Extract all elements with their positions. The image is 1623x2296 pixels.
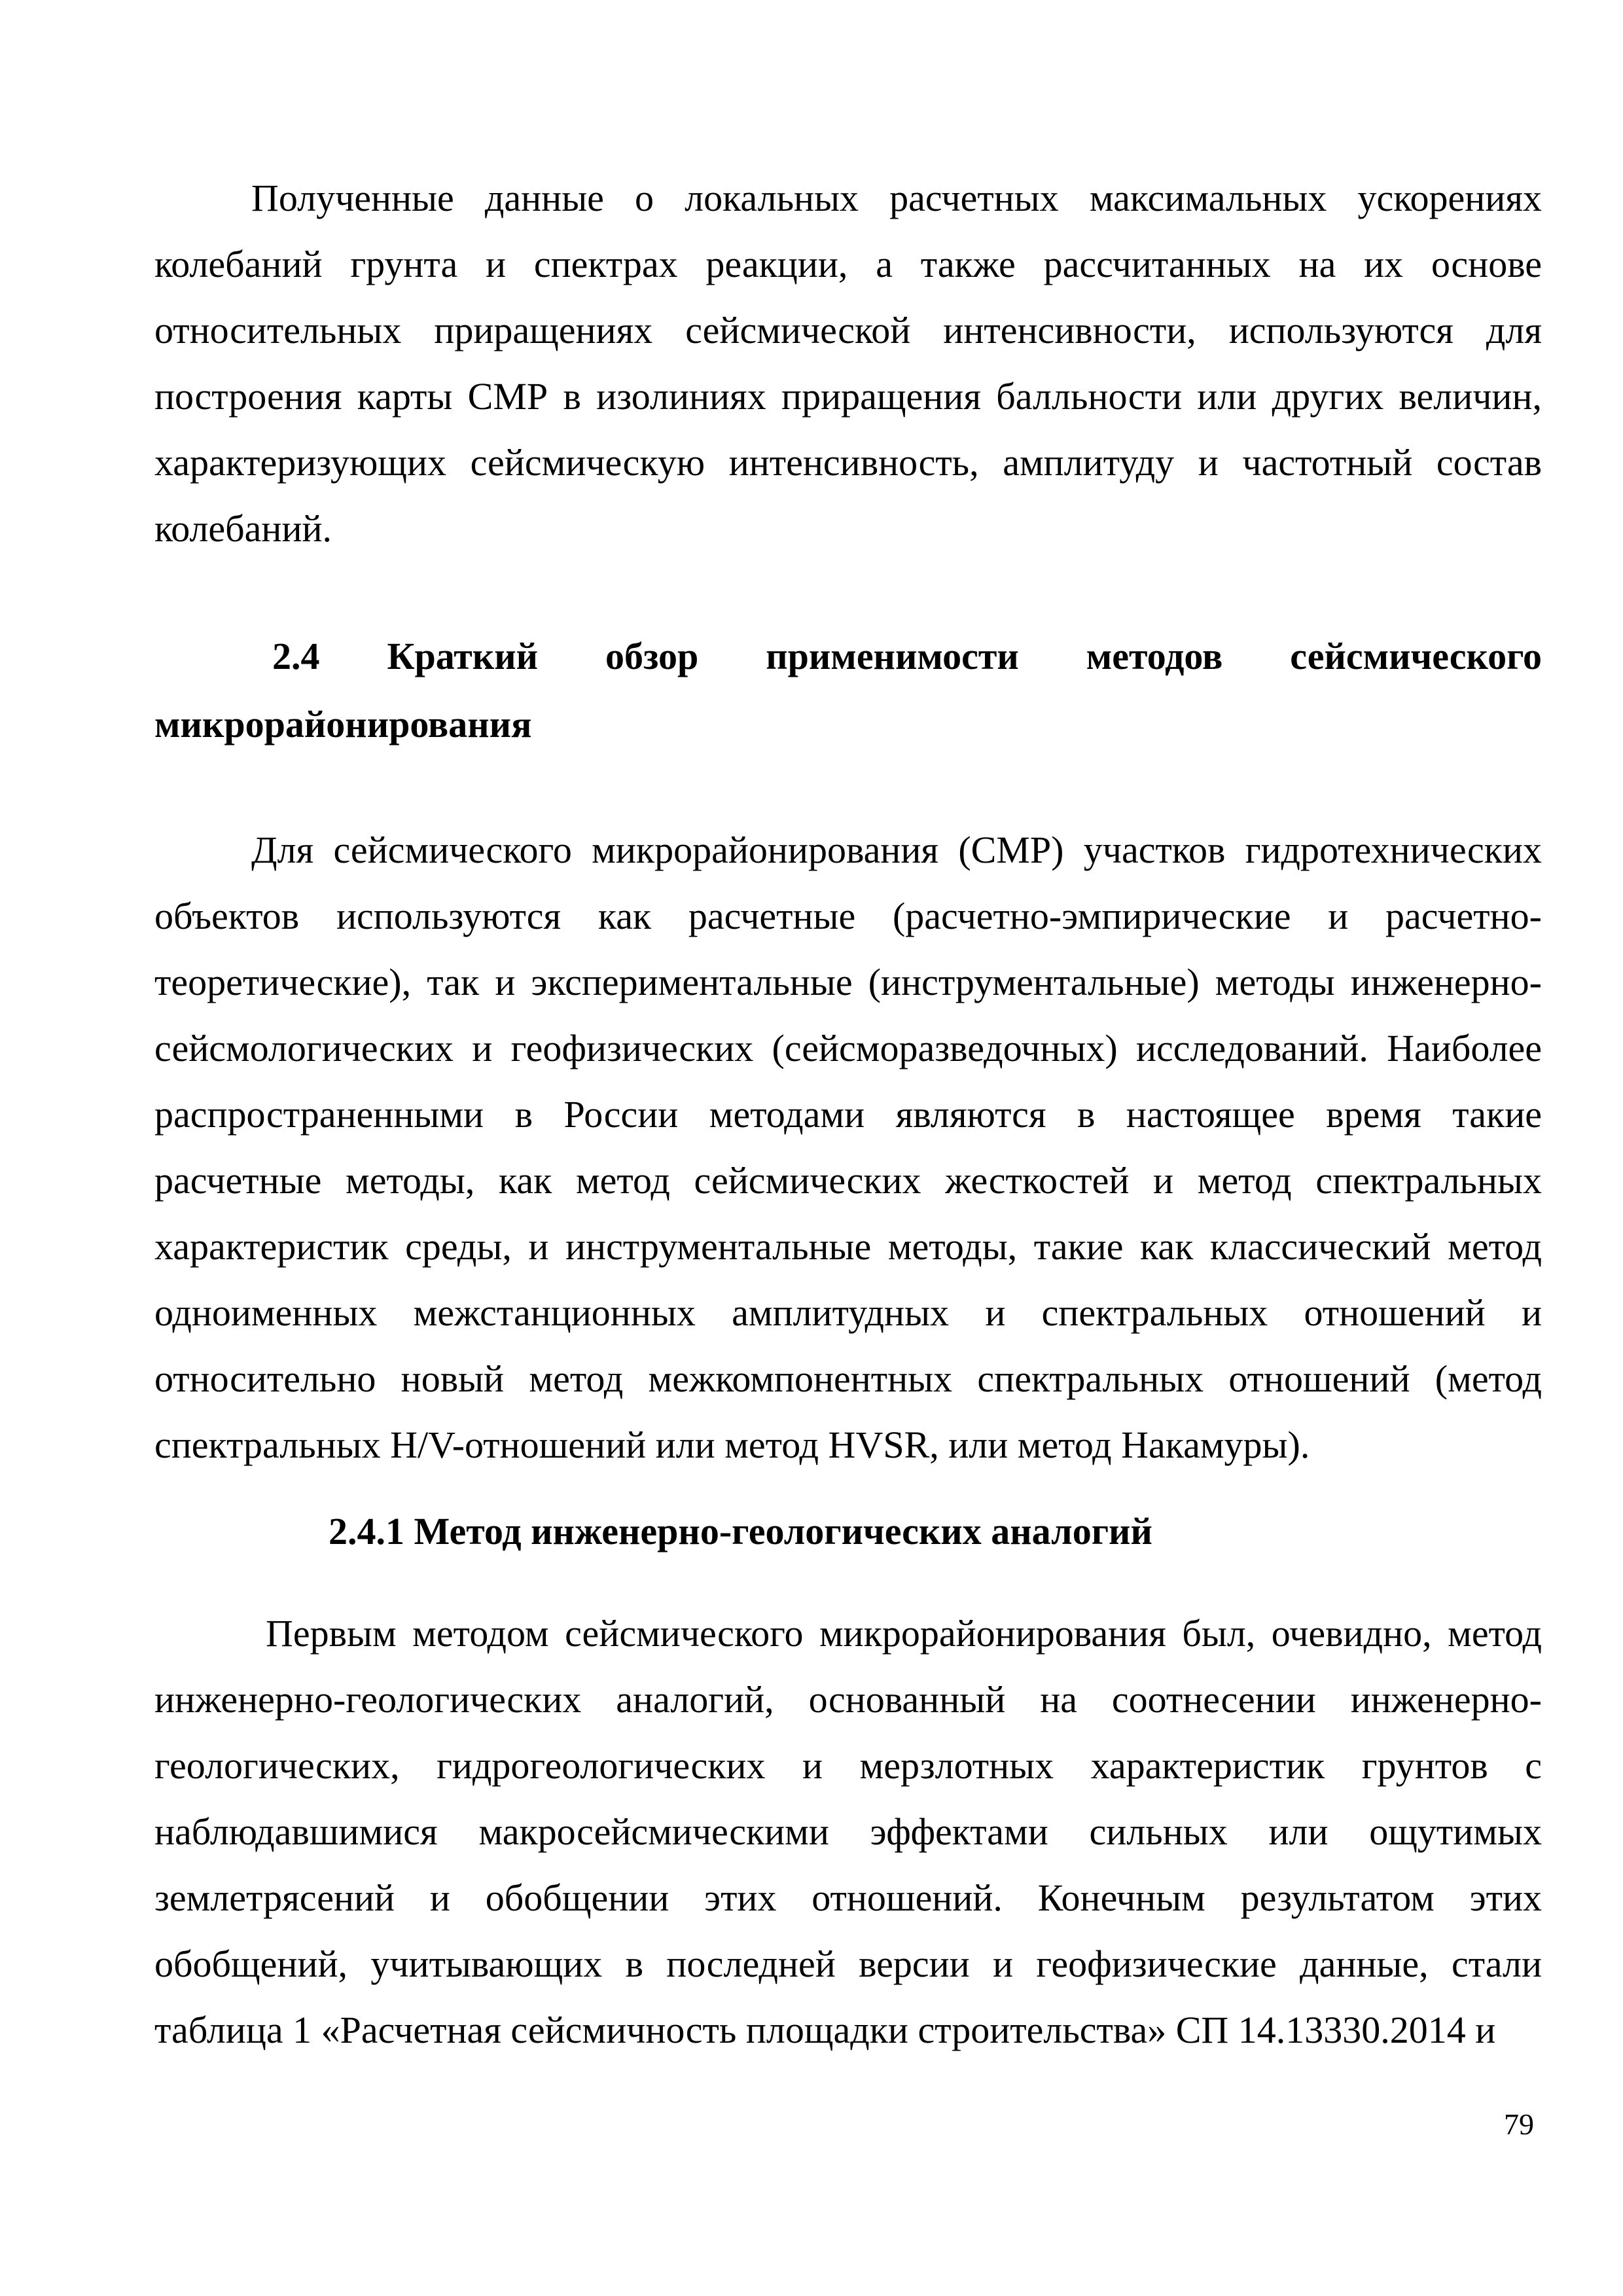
intro-paragraph: Полученные данные о локальных расчетных максимальных ускорениях колебаний грунта и спектрах реакции, а также рассчитанных на их основе относительных приращениях сейсмической интенсивности, используются для построения карты СМР в изолиниях приращения балльности или других величин, характеризующих сейсмическую интенсивность, амплитуду и частотный состав колебаний. (154, 177, 1542, 550)
page-number: 79 (1504, 2108, 1534, 2141)
section-2-4-heading: 2.4 Краткий обзор применимости методов сейсмического микрорайонирования (154, 635, 1542, 745)
section-2-4-1-paragraph: Первым методом сейсмического микрорайонирования был, очевидно, метод инженерно-геологических аналогий, основанный на соотнесении инженерно-геологических, гидрогеологических и мерзлотных характеристик грунтов с наблюдавшимися макросейсмическими эффектами сильных или ощутимых землетрясений и обобщении этих отношений. Конечным результатом этих обобщений, учитывающих в последней версии и геофизические данные, стали таблица 1 «Расчетная сейсмичность площадки строительства» СП 14.13330.2014 и (154, 1612, 1542, 2051)
section-2-4-1-heading: 2.4.1 Метод инженерно-геологических аналогий (329, 1510, 1152, 1552)
section-2-4-paragraph: Для сейсмического микрорайонирования (СМР) участков гидротехнических объектов используются как расчетные (расчетно-эмпирические и расчетно-теоретические), так и экспериментальные (инструментальные) методы инженерно-сейсмологических и геофизических (сейсморазведочных) исследований. Наиболее распространенными в России методами являются в настоящее время такие расчетные методы, как метод сейсмических жесткостей и метод спектральных характеристик среды, и инструментальные методы, такие как классический метод одноименных межстанционных амплитудных и спектральных отношений и относительно новый метод межкомпонентных спектральных отношений (метод спектральных H/V-отношений или метод HVSR, или метод Накамуры). (154, 829, 1542, 1466)
